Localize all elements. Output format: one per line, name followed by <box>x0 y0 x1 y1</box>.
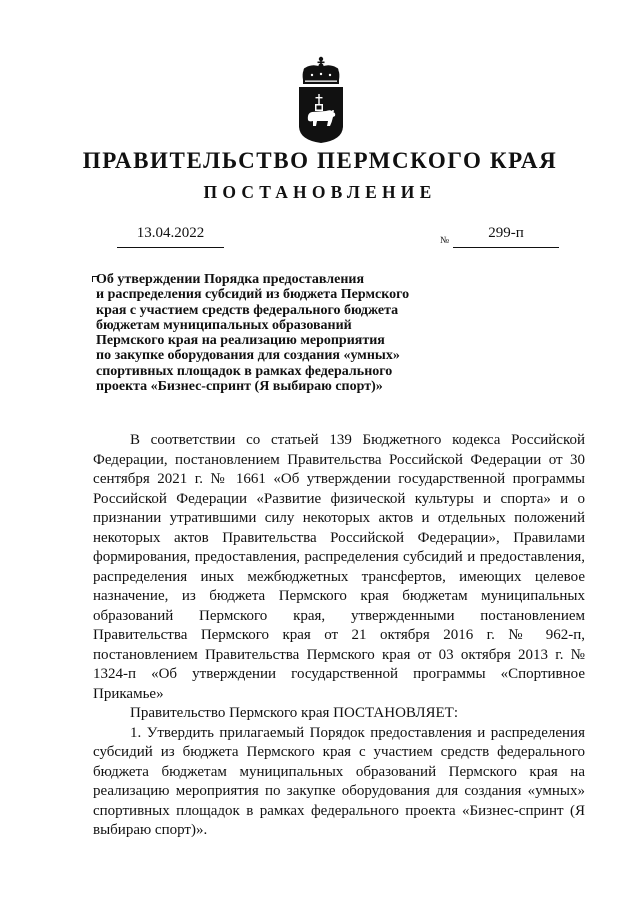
subject-line: спортивных площадок в рамках федерального <box>96 363 393 379</box>
subject-line: и распределения субсидий из бюджета Пермского <box>96 287 410 303</box>
subject-line: Пермского края на реализацию мероприятия <box>96 333 385 349</box>
resolves-paragraph: Правительство Пермского края ПОСТАНОВЛЯЕТ: <box>130 705 459 721</box>
document-subject <box>96 272 456 394</box>
perm-krai-coat-of-arms-icon <box>295 56 347 144</box>
subject-line: бюджетам муниципальных образований <box>96 317 352 333</box>
document-body <box>93 431 585 841</box>
government-title: ПРАВИТЕЛЬСТВО ПЕРМСКОГО КРАЯ <box>82 148 558 173</box>
number-sign: № <box>440 236 450 246</box>
document-date: 13.04.2022 <box>117 225 224 248</box>
subject-line: края с участием средств федерального бюджета <box>96 302 399 318</box>
preamble-paragraph: В соответствии со статьей 139 Бюджетного кодекса Российской Федерации, постановлением Правительства Российской Федерации от 30 сентября 2021 г. № 1661 «Об утверждении государственной программы Российской Федерации «Развитие физической культуры и спорта» и о признании утратившими силу некоторых актов и отдельных положений некоторых актов Правительства Российской Федерации», Правилами формирования, предоставления, распределения субсидий и предоставления, распределения иных межбюджетных трансфертов, имеющих целевое назначение, из бюджета Пермского края бюджетам муниципальных образований Пермского края, утвержденными постановлением Правительства Пермского края от 21 октября 2016 г. № 962-п, постановлением Правительства Пермского края от 03 октября 2013 г. № 1324-п «Об утверждении государственной программы «Спортивное Прикамье» <box>93 432 585 702</box>
document-type: ПОСТАНОВЛЕНИЕ <box>203 182 437 202</box>
subject-line: проекта «Бизнес-спринт (Я выбираю спорт)» <box>96 379 383 395</box>
subject-line: по закупке оборудования для создания «умных» <box>96 348 400 364</box>
item-1-paragraph: 1. Утвердить прилагаемый Порядок предоставления и распределения субсидий из бюджета Пермского края с участием средств федерального бюджета бюджетам муниципальных образований Пермского края на реализацию мероприятия по закупке оборудования для создания «умных» спортивных площадок в рамках федерального проекта «Бизнес-спринт (Я выбираю спорт)». <box>93 724 585 838</box>
subject-line: Об утверждении Порядка предоставления <box>96 272 365 287</box>
document-number: 299-п <box>453 225 559 248</box>
